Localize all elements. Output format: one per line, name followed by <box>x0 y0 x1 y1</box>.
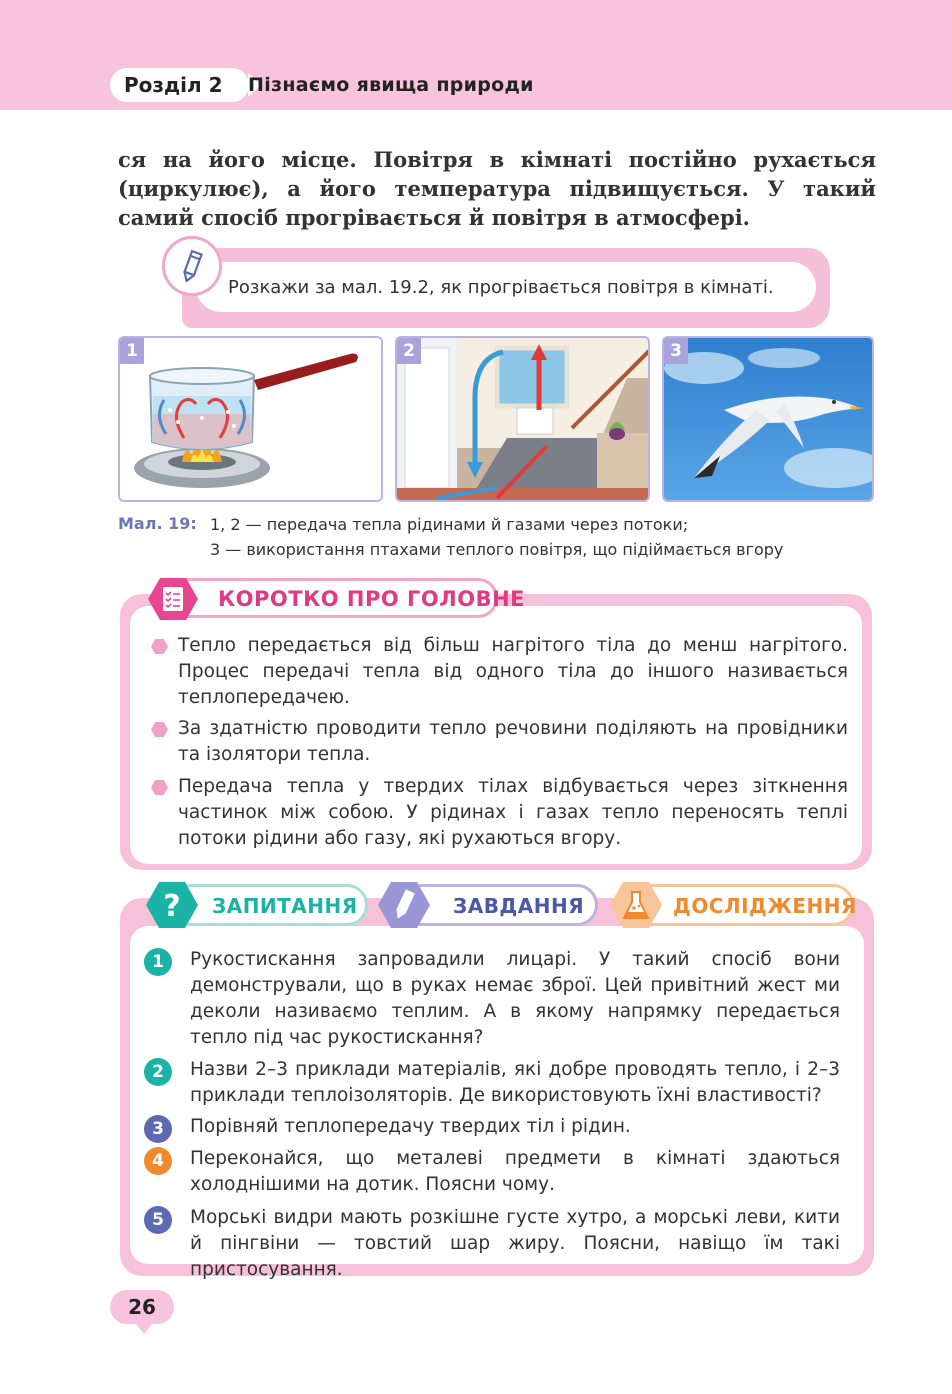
question-item: Порівняй теплопередачу твердих тіл і рідин. <box>190 1116 631 1137</box>
tab-tasks-label: ЗАВДАННЯ <box>453 894 585 918</box>
question-item: Морські видри мають розкішне густе хутро, а морські леви, кити й пінгвіни — товстий шар жиру. Поясни, навіщо їм такі пристосування. <box>190 1207 840 1280</box>
summary-item: Передача тепла у твердих тілах відбувається через зіткнення частинок між собою. У рідинах і газах тепло переносять теплі потоки рідини або газу, які рухаються вгору. <box>178 776 848 849</box>
question-number: 4 <box>144 1147 172 1175</box>
caption-label: Мал. 19: <box>118 514 197 533</box>
question-number: 1 <box>144 948 172 976</box>
figure-3-seagull <box>662 336 874 502</box>
page-number-text: 26 <box>128 1295 156 1319</box>
figure-2-room <box>395 336 650 502</box>
figure-number: 1 <box>120 338 144 364</box>
question-number: 3 <box>144 1115 172 1143</box>
intro-paragraph: ся на його місце. Повітря в кімнаті постійно рухається (циркулює), а його температура підвищується. У такий самий спосіб прогрівається й повітря в атмосфері. <box>118 147 876 230</box>
task-text: Розкажи за мал. 19.2, як прогрівається повітря в кімнаті. <box>196 262 816 312</box>
question-item: Назви 2–3 приклади матеріалів, які добре проводять тепло, і 2–3 приклади теплоізоляторів. Де використовують їхні властивості? <box>190 1059 840 1106</box>
chapter-title: Пізнаємо явища природи <box>248 74 534 96</box>
page-number <box>110 1290 174 1324</box>
chapter-text: Розділ 2 <box>124 73 223 97</box>
caption-line-1: 1, 2 — передача тепла рідинами й газами через потоки; <box>210 515 689 534</box>
figure-1-pot <box>118 336 383 502</box>
chapter-label <box>110 68 249 102</box>
flask-icon <box>610 882 662 928</box>
question-item: Переконайся, що металеві предмети в кімнаті здаються холоднішими на дотик. Поясни чому. <box>190 1148 840 1195</box>
figure-number: 2 <box>397 338 421 364</box>
figure-number: 3 <box>664 338 688 364</box>
tab-questions-label: ЗАПИТАННЯ <box>212 894 358 918</box>
summary-item: За здатністю проводити тепло речовини поділяють на провідники та ізолятори тепла. <box>178 718 848 765</box>
question-number: 5 <box>144 1206 172 1234</box>
tab-research-label: ДОСЛІДЖЕННЯ <box>673 894 857 918</box>
summary-item: Тепло передається від більш нагрітого тіла до менш нагрітого. Процес передачі тепла від одного тіла до іншого називається теплопередачею. <box>178 635 848 708</box>
question-item: Рукостискання запровадили лицарі. У такий спосіб вони демонстрували, що в руках немає зброї. Цей привітний жест ми деколи називаємо теплим. А в якому напрямку передається тепло під час рукостискання? <box>190 949 840 1048</box>
caption-line-2: 3 — використання птахами теплого повітря, що підіймається вгору <box>210 540 784 559</box>
summary-title: КОРОТКО ПРО ГОЛОВНЕ <box>218 587 525 611</box>
pencil-icon <box>378 882 430 928</box>
pencil-icon <box>162 236 222 296</box>
seagull-sky-illustration <box>664 338 874 502</box>
room-airflow-illustration <box>397 338 650 502</box>
svg-text:?: ? <box>163 889 181 924</box>
question-number: 2 <box>144 1058 172 1086</box>
question-icon <box>146 882 198 928</box>
checklist-icon <box>148 578 198 620</box>
boiling-pot-illustration <box>120 338 383 502</box>
